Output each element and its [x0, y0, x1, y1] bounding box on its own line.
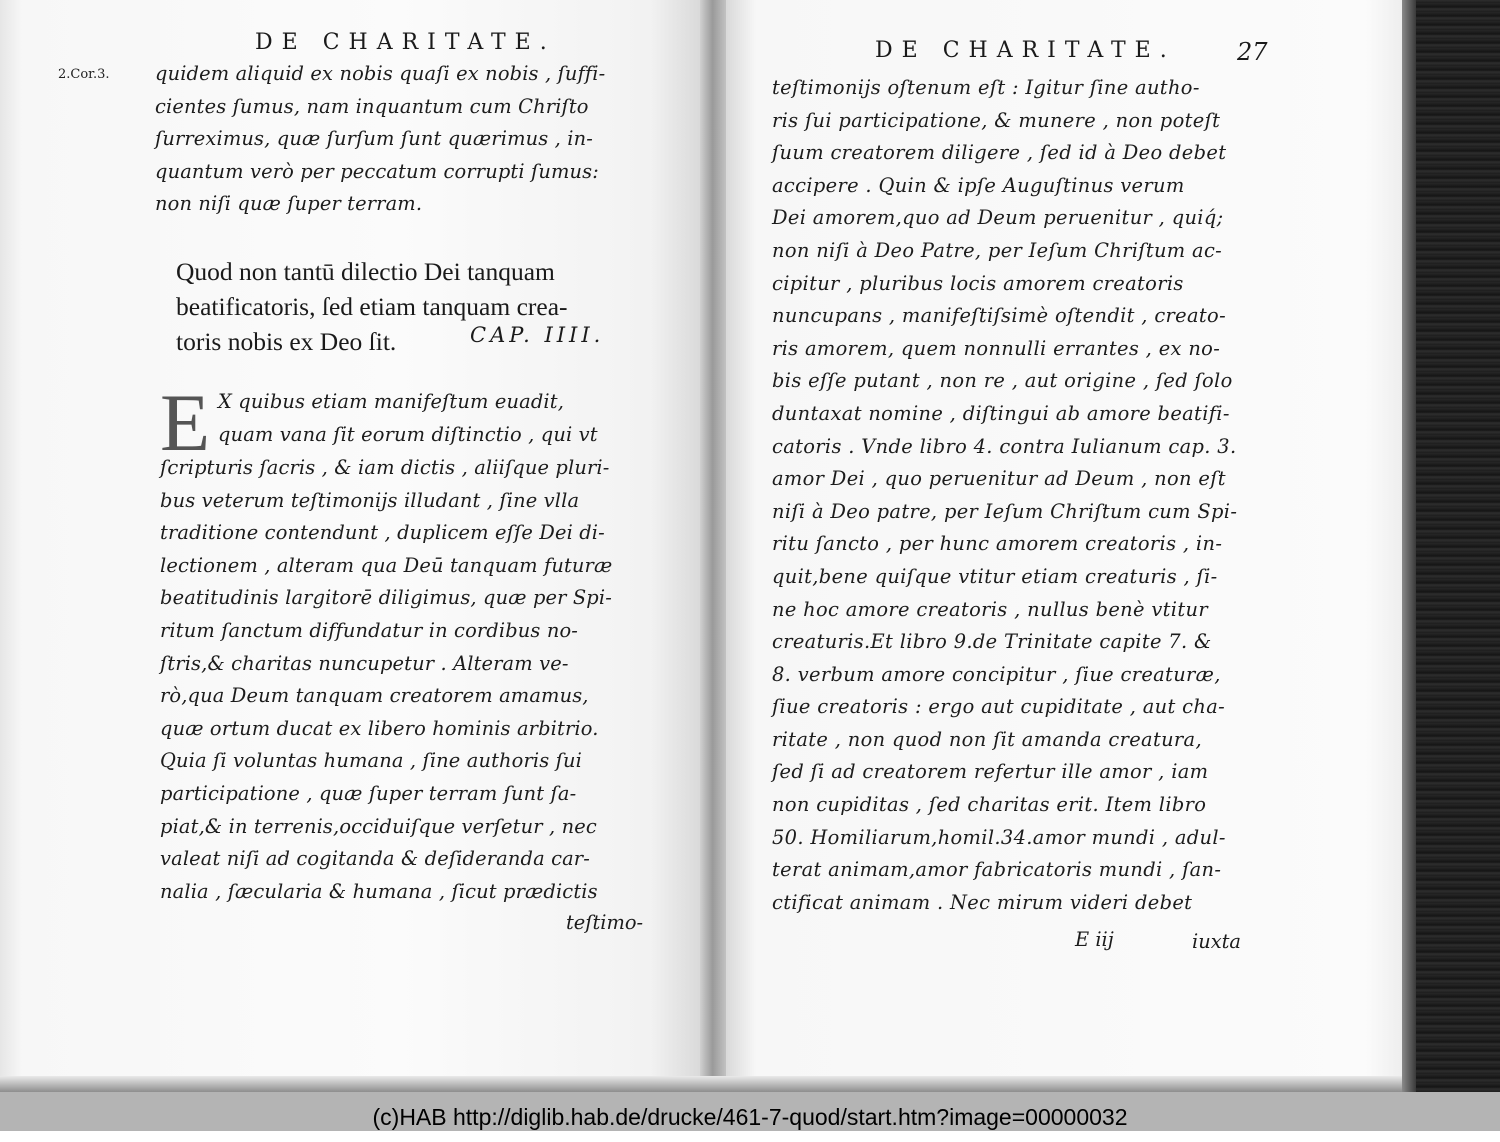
- text-line: rò,qua Deum tanquam creatorem amamus,: [160, 684, 589, 708]
- copyright-footer-text: (c)HAB http://diglib.hab.de/drucke/461-7-quod/start.htm?image=00000032: [372, 1104, 1128, 1130]
- right-body-text: [772, 72, 1237, 919]
- text-line: quantum verò per peccatum corrupti ſumus:: [155, 159, 599, 183]
- text-line: ſcripturis ſacris , & iam dictis , aliiſque pluri-: [160, 456, 610, 479]
- text-line: participatione , quæ ſuper terram ſunt ſa-: [160, 781, 577, 805]
- text-line: accipere . Quin & ipſe Auguſtinus verum: [772, 173, 1185, 197]
- chapter-title-line: beatificatoris, ſed etiam tanquam crea-: [176, 292, 568, 321]
- chapter-title-line: Quod non tantū dilectio Dei tanquam: [176, 257, 555, 286]
- text-line: 8. verbum amore concipitur , ſiue creaturæ,: [772, 662, 1221, 686]
- text-line: ſurreximus, quæ ſurſum ſunt quærimus , in-: [155, 127, 593, 151]
- text-line: quit,bene quiſque vtitur etiam creaturis , ſi-: [772, 564, 1218, 588]
- left-intro-text: [155, 58, 605, 221]
- copyright-footer: [0, 1092, 1500, 1131]
- text-line: X quibus etiam manifeſtum euadit,: [218, 390, 565, 413]
- margin-note: 2.Cor.3.: [58, 67, 110, 82]
- text-line: quæ ortum ducat ex libero hominis arbitrio.: [160, 716, 599, 740]
- left-catchword: teſtimo-: [566, 911, 644, 934]
- text-line: 50. Homiliarum,homil.34.amor mundi , adul-: [772, 825, 1226, 849]
- text-line: amor Dei , quo peruenitur ad Deum , non eſt: [772, 467, 1226, 491]
- text-line: teſtimonijs oſtenum eſt : Igitur ſine autho-: [772, 76, 1200, 99]
- left-first-lines: [218, 386, 598, 451]
- text-line: ctificat animam . Nec mirum videri debet: [772, 890, 1193, 914]
- text-line: non cupiditas , ſed charitas erit. Item libro: [772, 793, 1207, 817]
- text-line: ritate , non quod non ſit amanda creatura,: [772, 727, 1202, 751]
- right-running-head: DE CHARITATE.: [875, 38, 1176, 63]
- text-line: terat animam,amor fabricatoris mundi , ſan-: [772, 858, 1222, 882]
- text-line: ſuum creatorem diligere , ſed id à Deo debet: [772, 141, 1227, 165]
- text-line: niſi à Deo patre, per Ieſum Chriſtum cum Spi-: [772, 499, 1238, 523]
- right-catchword: iuxta: [1192, 930, 1241, 953]
- text-line: ſed ſi ad creatorem refertur ille amor , iam: [772, 760, 1209, 784]
- text-line: traditione contendunt , duplicem eſſe Dei di-: [160, 521, 605, 545]
- text-line: bus veterum teſtimonijs illudant , ſine vlla: [160, 488, 580, 512]
- text-line: ritu ſancto , per hunc amorem creatoris , in-: [772, 532, 1223, 556]
- chapter-title-line: toris nobis ex Deo ſit.: [176, 327, 397, 356]
- text-line: nuncupans , manifeſtiſsimè oſtendit , creato-: [772, 304, 1226, 328]
- text-line: ſtris,& charitas nuncupetur . Alteram ve-: [160, 651, 569, 675]
- book-gutter: [700, 0, 728, 1092]
- page-number: 27: [1237, 38, 1268, 66]
- text-line: catoris . Vnde libro 4. contra Iulianum cap. 3.: [772, 434, 1237, 458]
- text-line: ſiue creatoris : ergo aut cupiditate , aut cha-: [772, 695, 1226, 719]
- text-line: cipitur , pluribus locis amorem creatoris: [772, 271, 1184, 295]
- text-line: ris amorem, quem nonnulli errantes , ex no-: [772, 336, 1221, 360]
- text-line: non niſi quæ ſuper terram.: [155, 192, 423, 216]
- left-body-text: [160, 452, 612, 908]
- text-line: ritum ſanctum diffundatur in cordibus no-: [160, 618, 579, 642]
- text-line: duntaxat nomine , diſtingui ab amore beatifi-: [772, 401, 1230, 425]
- text-line: nalia , ſæcularia & humana , ſicut prædictis: [160, 879, 598, 903]
- scan-dark-edge: [1402, 0, 1500, 1092]
- text-line: bis eſſe putant , non re , aut origine , ſed ſolo: [772, 369, 1233, 393]
- text-line: valeat niſi ad cogitanda & deſideranda car-: [160, 847, 590, 871]
- text-line: piat,& in terrenis,occiduiſque verſetur , nec: [160, 814, 597, 838]
- chapter-number: CAP. IIII.: [470, 323, 605, 347]
- text-line: non niſi à Deo Patre, per Ieſum Chriſtum ac-: [772, 238, 1223, 262]
- text-line: ne hoc amore creatoris , nullus benè vtitur: [772, 597, 1208, 621]
- text-line: lectionem , alteram qua Deū tanquam futuræ: [160, 553, 613, 577]
- text-line: quidem aliquid ex nobis quaſi ex nobis , ſuffi-: [155, 62, 606, 85]
- drop-cap: E: [160, 388, 211, 458]
- text-line: cientes ſumus, nam inquantum cum Chriſto: [155, 94, 589, 118]
- signature-mark: E iij: [1075, 928, 1114, 951]
- text-line: beatitudinis largitorē diligimus, quæ per Spi-: [160, 586, 612, 610]
- scan-bottom-shadow: [0, 1076, 1402, 1092]
- text-line: quam vana ſit eorum diſtinctio , qui vt: [218, 422, 598, 446]
- text-line: creaturis.Et libro 9.de Trinitate capite 7. &: [772, 630, 1212, 654]
- left-running-head: DE CHARITATE.: [255, 30, 556, 55]
- text-line: Dei amorem,quo ad Deum peruenitur , quiq́;: [772, 206, 1224, 230]
- text-line: Quia ſi voluntas humana , ſine authoris ſui: [160, 749, 583, 773]
- text-line: ris ſui participatione, & munere , non poteſt: [772, 108, 1221, 132]
